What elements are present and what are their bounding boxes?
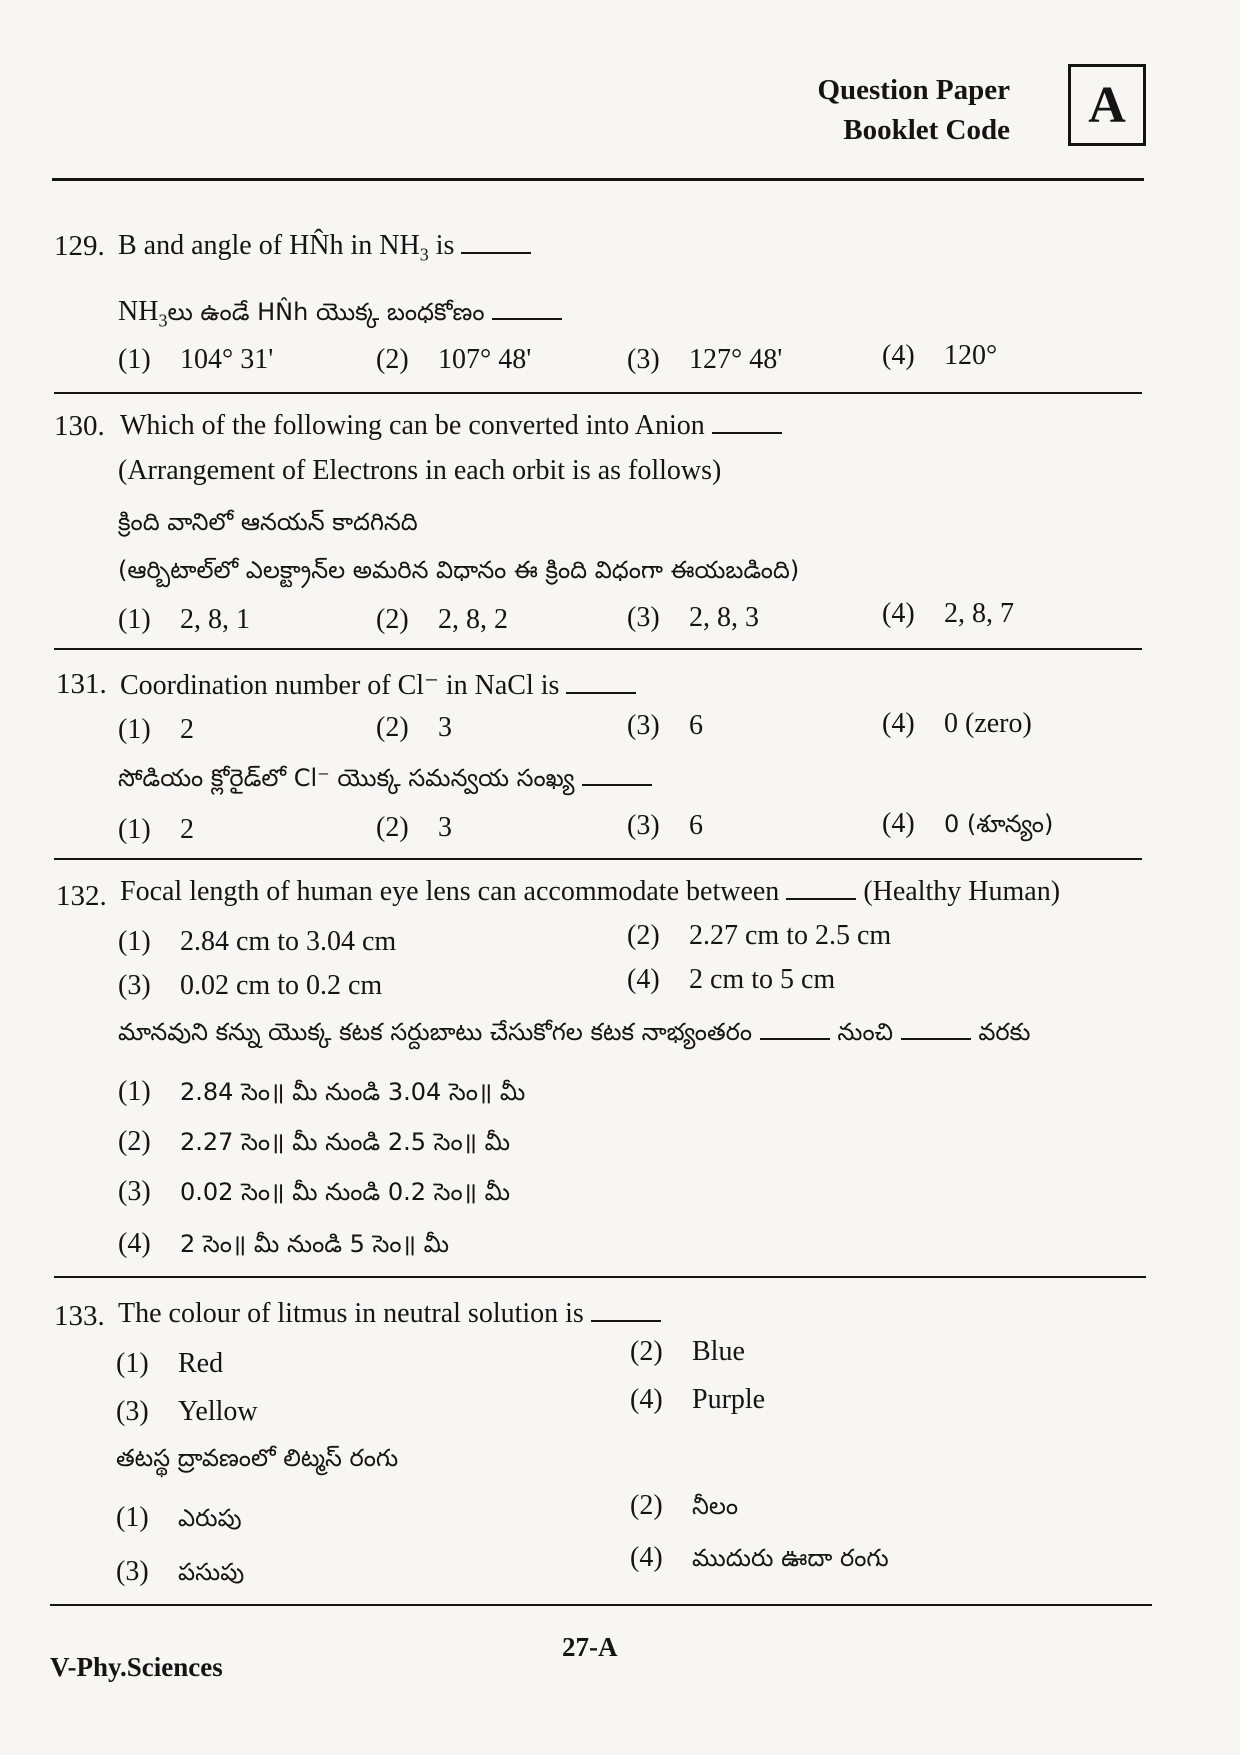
option: (3) Yellow [116, 1396, 258, 1427]
option: (4) 2 సెం॥ మీ నుండి 5 సెం॥ మీ [118, 1228, 449, 1259]
option: (4) Purple [630, 1384, 766, 1415]
question-text-te-note: (ఆర్బిటాల్‌లో ఎలక్ట్రాన్‌ల అమరిన విధానం ఈ క్రింది విధంగా ఈయబడింది) [118, 556, 800, 584]
question-text-te: తటస్థ ద్రావణంలో లిట్మస్ రంగు [116, 1444, 399, 1472]
question-number: 133. [54, 1300, 105, 1332]
question-text-en: Which of the following can be converted into Anion [120, 410, 782, 442]
option: (4) 0 (zero) [882, 708, 1032, 739]
booklet-code-line1: Question Paper [817, 74, 1010, 106]
header-divider [52, 178, 1144, 181]
option: (4) 2, 8, 7 [882, 598, 1014, 629]
booklet-code-box: A [1068, 64, 1146, 146]
question-text-te: సోడియం క్లోరైడ్‌లో Cl⁻ యొక్క సమన్వయ సంఖ్య [118, 764, 652, 798]
booklet-code-line2: Booklet Code [843, 114, 1010, 146]
option: (1) 2.84 సెం॥ మీ నుండి 3.04 సెం॥ మీ [118, 1076, 526, 1107]
option: (2) 2.27 cm to 2.5 cm [627, 920, 892, 951]
question-text-en: B and angle of HN̂h in $NH_3$ is [118, 230, 531, 266]
option: (1) 104° 31' [118, 344, 274, 375]
booklet-code-label [817, 70, 1010, 150]
option: (1) 2 [118, 814, 194, 845]
option: (4) ముదురు ఊదా రంగు [630, 1542, 889, 1573]
option: (1) 2, 8, 1 [118, 604, 250, 635]
question-divider [54, 858, 1142, 860]
question-text-en: Coordination number of Cl⁻ in NaCl is [120, 668, 636, 702]
page-number: 27-A [562, 1632, 618, 1662]
question-text-en: Focal length of human eye lens can accommodate between (Healthy Human) [120, 876, 1061, 907]
question-number: 129. [54, 230, 105, 262]
option: (2) 2.27 సెం॥ మీ నుండి 2.5 సెం॥ మీ [118, 1126, 511, 1157]
question-text-en-note: (Arrangement of Electrons in each orbit is as follows) [118, 455, 722, 486]
option: (2) 3 [376, 812, 452, 843]
subject-label: V-Phy.Sciences [50, 1652, 223, 1682]
option: (1) Red [116, 1348, 224, 1379]
question-text-en: The colour of litmus in neutral solution is [118, 1298, 661, 1330]
option: (3) 6 [627, 810, 703, 841]
option: (1) ఎరుపు [116, 1502, 242, 1533]
option: (4) 120° [882, 340, 998, 371]
option: (3) పసుపు [116, 1556, 245, 1587]
question-text-te: మానవుని కన్ను యొక్క కటక సర్దుబాటు చేసుకోగల కటక నాభ్యంతరం నుంచి వరకు [118, 1018, 1031, 1046]
option: (3) 0.02 cm to 0.2 cm [118, 970, 383, 1001]
question-number: 131. [56, 668, 107, 700]
option: (3) 0.02 సెం॥ మీ నుండి 0.2 సెం॥ మీ [118, 1176, 511, 1207]
question-text-te: క్రింది వానిలో ఆనయన్ కాదగినది [118, 508, 418, 536]
option: (2) 3 [376, 712, 452, 743]
option: (2) Blue [630, 1336, 745, 1367]
option: (2) 107° 48' [376, 344, 532, 375]
option: (1) 2.84 cm to 3.04 cm [118, 926, 397, 957]
question-divider [54, 648, 1142, 650]
option: (3) 6 [627, 710, 703, 741]
option: (2) 2, 8, 2 [376, 604, 508, 635]
option: (3) 2, 8, 3 [627, 602, 759, 633]
question-number: 132. [56, 880, 107, 912]
option: (2) నీలం [630, 1490, 739, 1521]
option: (4) 0 (శూన్యం) [882, 808, 1054, 839]
footer-divider [50, 1604, 1152, 1606]
option: (1) 2 [118, 714, 194, 745]
option: (3) 127° 48' [627, 344, 783, 375]
question-divider [54, 392, 1142, 394]
question-divider [54, 1276, 1146, 1278]
option: (4) 2 cm to 5 cm [627, 964, 836, 995]
question-text-te: $NH_3లు$ ఉండే HN̂h యొక్క బంధకోణం [118, 296, 562, 332]
question-number: 130. [54, 410, 105, 442]
